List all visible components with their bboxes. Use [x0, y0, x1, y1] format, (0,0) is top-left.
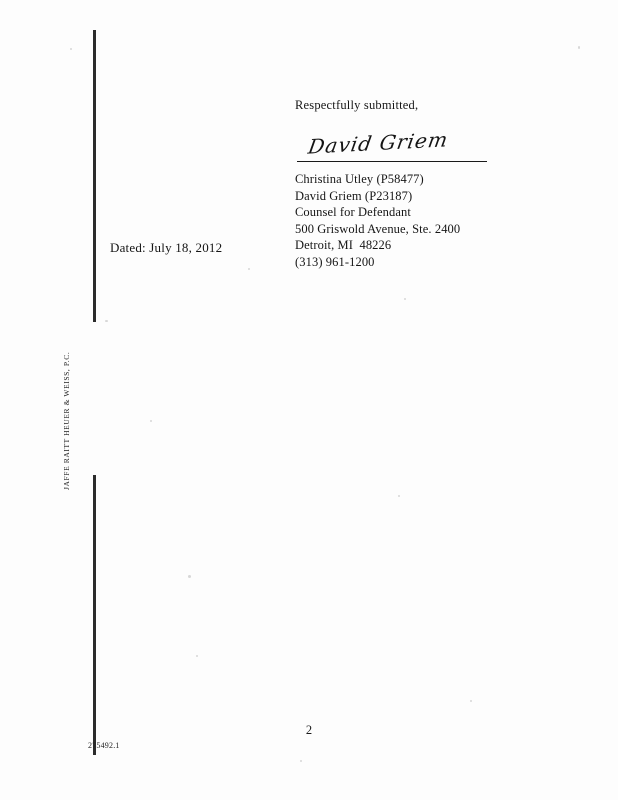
- signature-script-text: David Griem: [306, 127, 451, 159]
- handwritten-signature: [295, 127, 575, 169]
- signature-block: [295, 98, 575, 270]
- scan-speck: [404, 298, 406, 300]
- phone-number: (313) 961-1200: [295, 254, 375, 269]
- margin-scan-bar-top: [93, 30, 96, 322]
- address-street: 500 Griswold Avenue, Ste. 2400: [295, 221, 461, 236]
- attorney-name-1: Christina Utley (P58477): [295, 172, 424, 186]
- signature-details: [295, 171, 575, 270]
- dated-line: Dated: July 18, 2012: [110, 240, 223, 255]
- scan-speck: [196, 655, 198, 657]
- firm-name-sidebar-text: JAFFE RAITT HEUER & WEISS, P.C.: [62, 351, 71, 490]
- scan-speck: [470, 700, 472, 702]
- signature-line: [297, 161, 487, 162]
- document-id-footer: 275492.1: [88, 741, 120, 750]
- margin-scan-bar-bottom: [93, 475, 96, 755]
- scan-speck: [105, 320, 108, 322]
- page-number: 2: [305, 723, 313, 737]
- scan-speck: [188, 575, 191, 578]
- attorney-name-2: David Griem (P23187): [295, 188, 413, 203]
- firm-name-sidebar: [62, 170, 71, 490]
- scan-speck: [70, 48, 72, 50]
- address-city-state-zip: Detroit, MI 48226: [295, 238, 392, 252]
- scan-speck: [398, 495, 400, 497]
- scan-speck: [578, 46, 580, 49]
- scan-speck: [248, 268, 250, 270]
- closing-salutation: Respectfully submitted,: [295, 98, 419, 112]
- attorney-role: Counsel for Defendant: [295, 205, 411, 219]
- scan-speck: [150, 420, 152, 422]
- scan-speck: [300, 760, 302, 762]
